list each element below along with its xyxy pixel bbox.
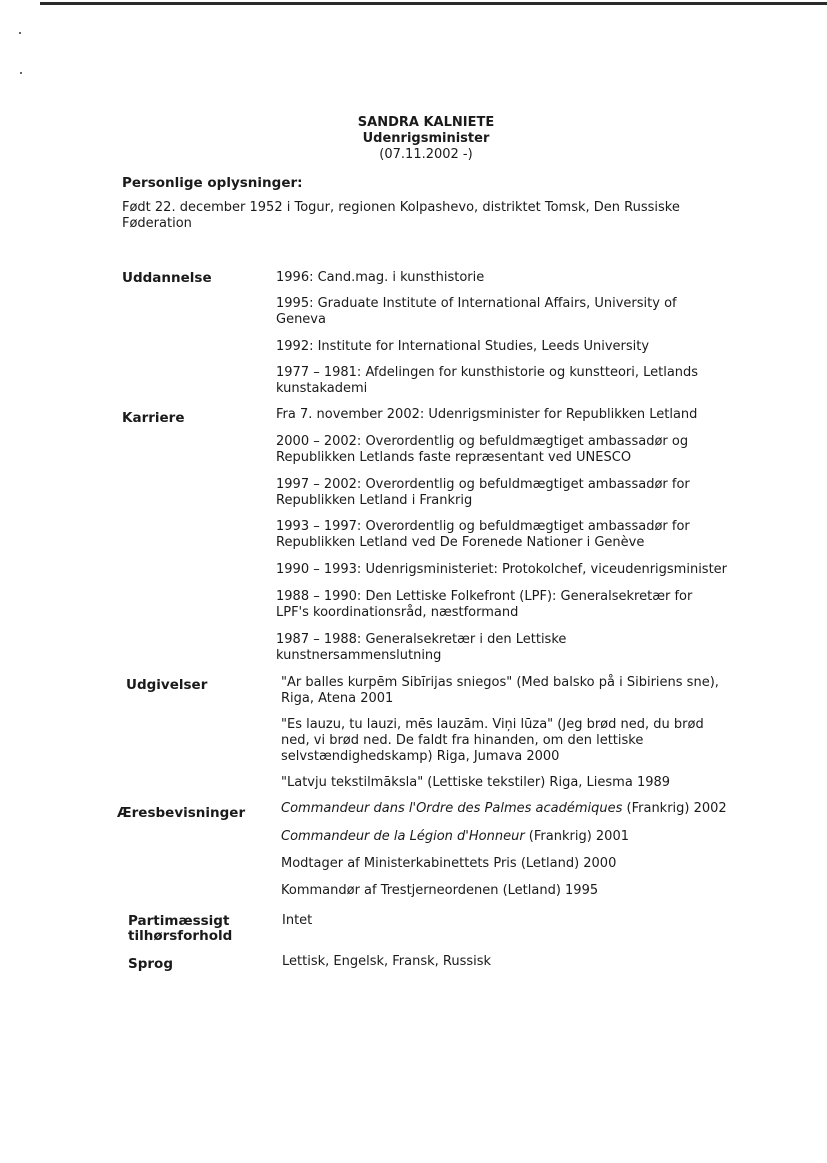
career-entry: 1997 – 2002: Overordentlig og befuldmægtiget ambassadør for Republikken Letland i Frankrig (276, 477, 690, 508)
career-entry: 1990 – 1993: Udenrigsministeriet: Protokolchef, viceudenrigsminister (276, 562, 728, 577)
birth-details: Født 22. december 1952 i Togur, regionen Kolpashevo, distriktet Tomsk, Den Russiske Føderation (122, 200, 680, 231)
honour-detail: (Frankrig) 2002 (622, 801, 727, 816)
honour-detail: Modtager af Ministerkabinettets Pris (Letland) 2000 (281, 856, 617, 871)
publication-entry: "Ar balles kurpēm Sibīrijas sniegos" (Med balsko på i Sibiriens sne), Riga, Atena 2001 (281, 675, 719, 706)
career-entry: 1987 – 1988: Generalsekretær i den Lettiske kunstnersammenslutning (276, 632, 567, 663)
party-value: Intet (282, 913, 313, 928)
honour-entry (281, 801, 751, 817)
education-entry: 1977 – 1981: Afdelingen for kunsthistorie og kunstteori, Letlands kunstakademi (276, 365, 699, 396)
person-role: Udenrigsminister (362, 131, 490, 146)
honour-title: Commandeur dans l'Ordre des Palmes académiques (281, 801, 623, 816)
honour-detail: Kommandør af Trestjerneordenen (Letland) 1995 (281, 883, 599, 898)
languages-value: Lettisk, Engelsk, Fransk, Russisk (282, 954, 492, 969)
document-header (0, 115, 827, 163)
personal-info-heading: Personlige oplysninger: (122, 175, 303, 191)
honour-detail: (Frankrig) 2001 (524, 829, 629, 844)
honour-entry (281, 829, 751, 845)
education-entry: 1995: Graduate Institute of International Affairs, University of Geneva (276, 296, 677, 327)
education-entry: 1996: Cand.mag. i kunsthistorie (276, 270, 485, 285)
languages-label: Sprog (128, 956, 173, 972)
party-label: Partimæssigt tilhørsforhold (128, 913, 233, 944)
honours-label: Æresbevisninger (117, 805, 246, 821)
education-label: Uddannelse (122, 270, 212, 286)
person-name: SANDRA KALNIETE (357, 115, 495, 130)
career-label: Karriere (122, 410, 185, 426)
scan-top-border (40, 2, 827, 5)
publication-entry: "Es lauzu, tu lauzi, mēs lauzām. Viņi lūza" (Jeg brød ned, du brød ned, vi brød ned. De faldt fra hinanden, om den lettiske selvstændighedskamp) Riga, Jumava 2000 (281, 717, 704, 764)
term-date: (07.11.2002 -) (379, 147, 473, 162)
scan-speck (19, 32, 21, 34)
scan-speck (20, 72, 22, 74)
honour-entry (281, 856, 751, 872)
education-entry: 1992: Institute for International Studies, Leeds University (276, 339, 650, 354)
career-entry: 2000 – 2002: Overordentlig og befuldmægtiget ambassadør og Republikken Letlands faste repræsentant ved UNESCO (276, 434, 689, 465)
career-entry: Fra 7. november 2002: Udenrigsminister for Republikken Letland (276, 407, 698, 422)
publications-label: Udgivelser (126, 677, 208, 693)
honour-entry (281, 883, 751, 899)
career-entry: 1993 – 1997: Overordentlig og befuldmægtiget ambassadør for Republikken Letland ved De Forenede Nationer i Genève (276, 519, 690, 550)
career-entry: 1988 – 1990: Den Lettiske Folkefront (LPF): Generalsekretær for LPF's koordinationsråd, næstformand (276, 589, 693, 620)
honour-title: Commandeur de la Légion d'Honneur (281, 829, 525, 844)
publication-entry: "Latvju tekstilmāksla" (Lettiske tekstiler) Riga, Liesma 1989 (281, 775, 671, 790)
